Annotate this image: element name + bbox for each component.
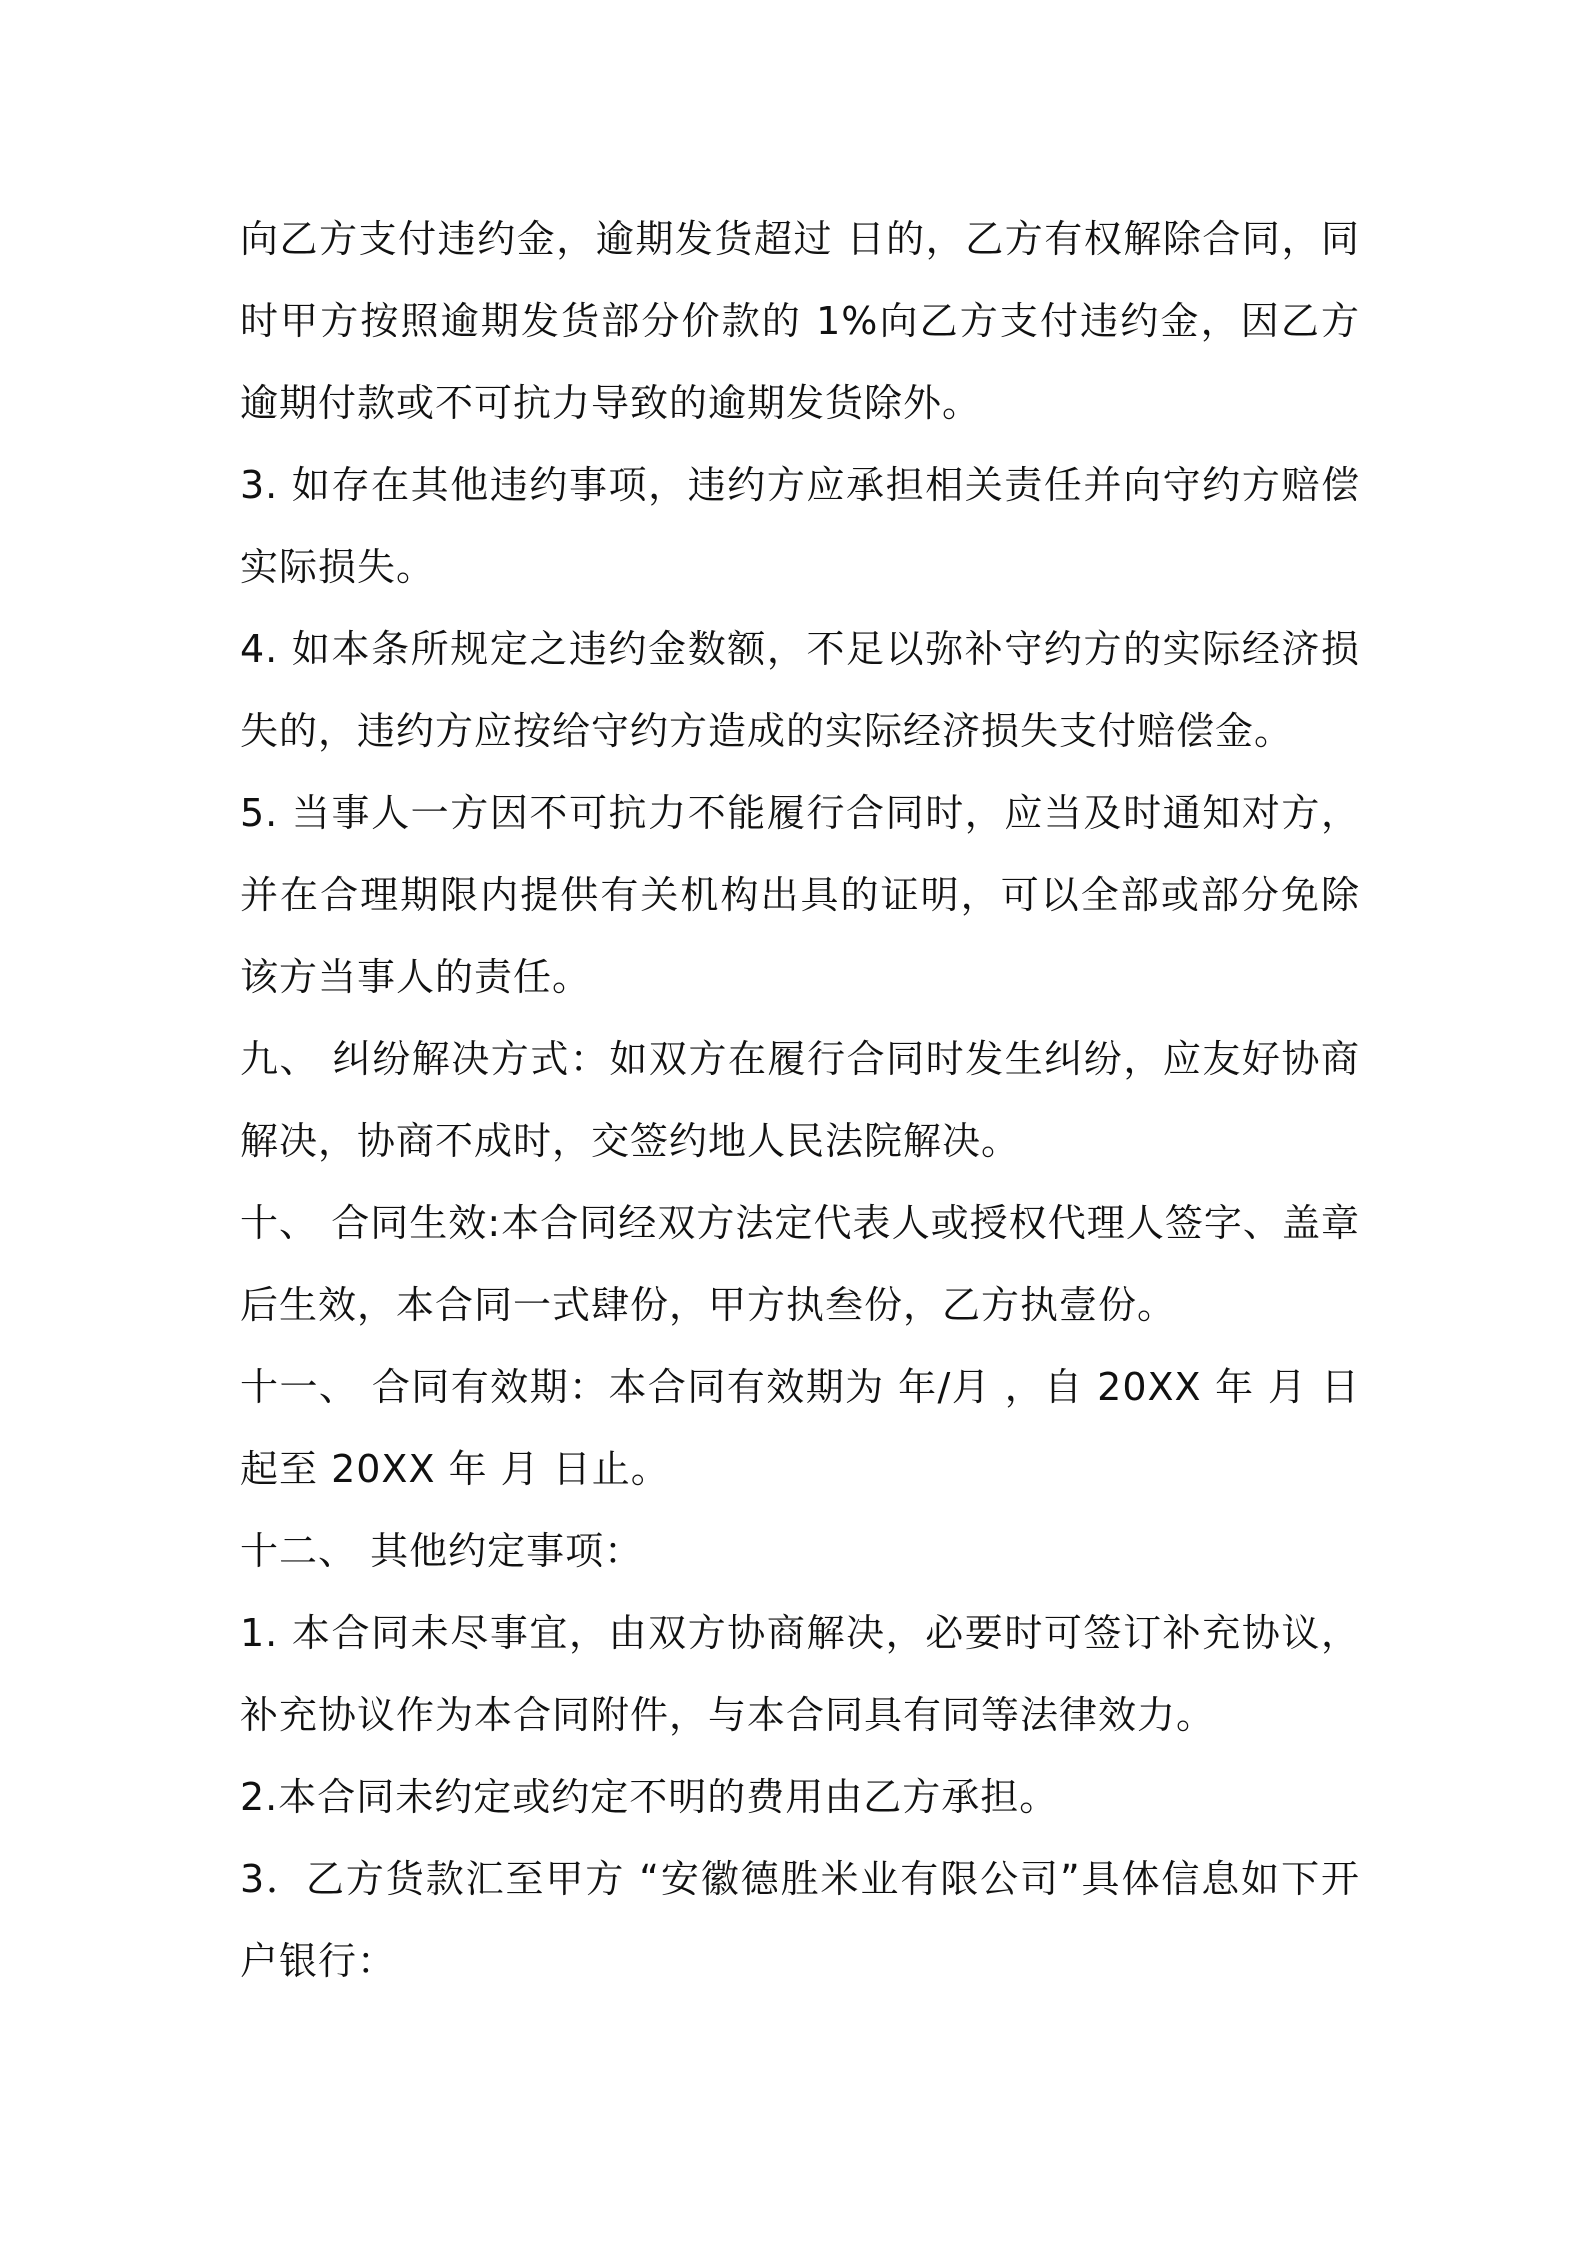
paragraph-other-2: 2.本合同未约定或约定不明的费用由乙方承担。: [240, 1775, 1059, 1819]
paragraph-clause-5: 5. 当事人一方因不可抗力不能履行合同时，应当及时通知对方，并在合理期限内提供有关机构出具的证明，可以全部或部分免除该方当事人的责任。: [240, 791, 1360, 999]
paragraph-section-11-term: 十一、 合同有效期：本合同有效期为 年/月 ，自 20XX 年 月 日起至 20XX 年 月 日止。: [240, 1365, 1360, 1491]
paragraph-section-12-heading: 十二、 其他约定事项：: [240, 1529, 644, 1573]
paragraph-clause-3: 3. 如存在其他违约事项，违约方应承担相关责任并向守约方赔偿实际损失。: [240, 463, 1360, 589]
paragraph-other-3-bank: 3．乙方货款汇至甲方 “安徽德胜米业有限公司”具体信息如下开户银行：: [240, 1857, 1360, 1983]
paragraph-other-1: 1. 本合同未尽事宜，由双方协商解决，必要时可签订补充协议，补充协议作为本合同附件，与本合同具有同等法律效力。: [240, 1611, 1360, 1737]
paragraph-delay-penalty: 向乙方支付违约金，逾期发货超过 日的，乙方有权解除合同，同时甲方按照逾期发货部分价款的 1%向乙方支付违约金，因乙方逾期付款或不可抗力导致的逾期发货除外。: [240, 217, 1360, 425]
paragraph-section-9-dispute: 九、 纠纷解决方式：如双方在履行合同时发生纠纷，应友好协商解决，协商不成时，交签约地人民法院解决。: [240, 1037, 1360, 1163]
paragraph-section-10-effect: 十、 合同生效:本合同经双方法定代表人或授权代理人签字、盖章后生效，本合同一式肆份，甲方执叁份，乙方执壹份。: [240, 1201, 1360, 1327]
paragraph-clause-4: 4. 如本条所规定之违约金数额，不足以弥补守约方的实际经济损失的，违约方应按给守约方造成的实际经济损失支付赔偿金。: [240, 627, 1360, 753]
document-body: [240, 198, 1360, 2002]
